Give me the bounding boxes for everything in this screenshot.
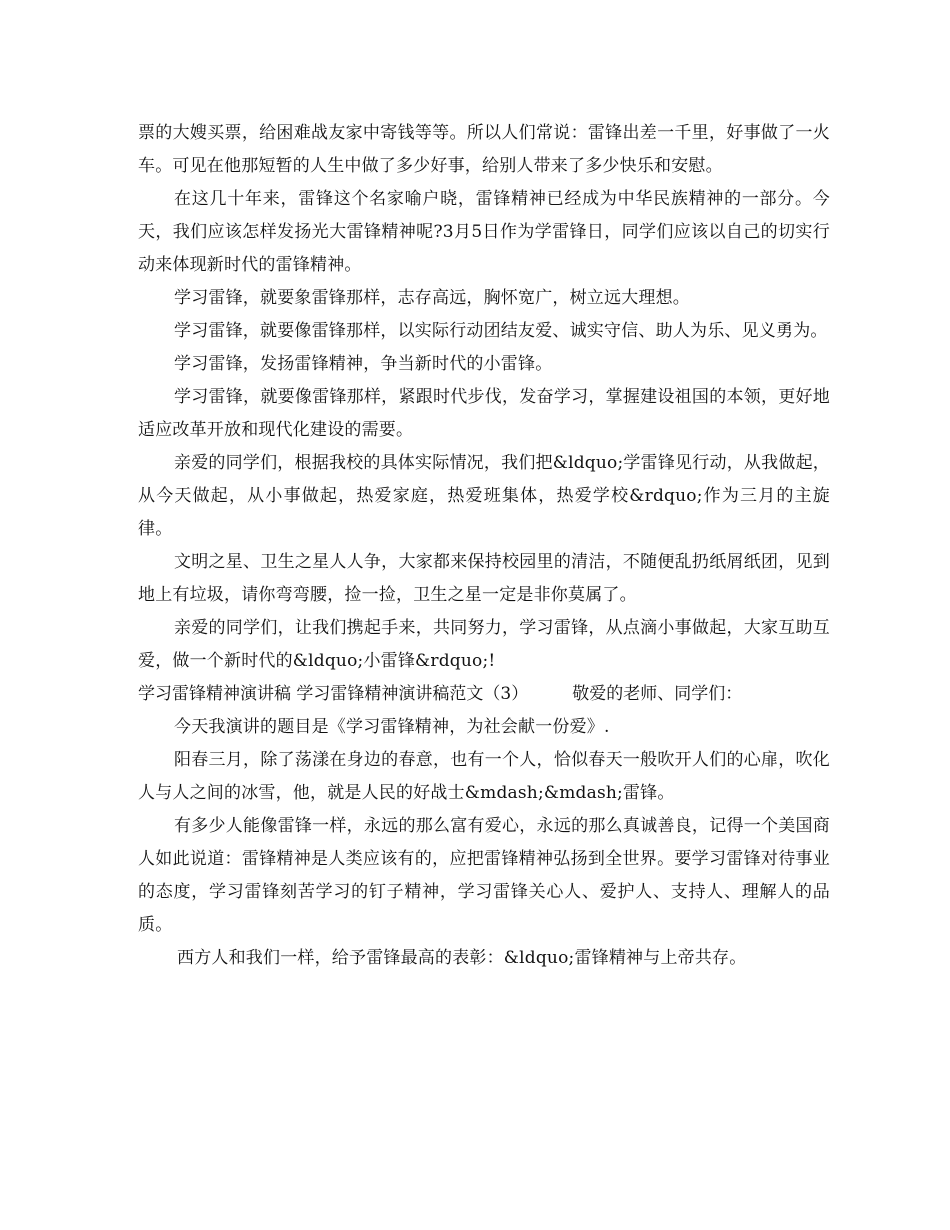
paragraph: 亲爱的同学们，让我们携起手来，共同努力，学习雷锋，从点滴小事做起，大家互助互爱，做一个新时代的&ldquo;小雷锋&rdquo;!: [138, 618, 830, 671]
paragraph: 学习雷锋，就要像雷锋那样，以实际行动团结友爱、诚实守信、助人为乐、见义勇为。: [174, 321, 828, 341]
paragraph: 亲爱的同学们，根据我校的具体实际情况，我们把&ldquo;学雷锋见行动，从我做起，从今天做起，从小事做起，热爱家庭，热爱班集体，热爱学校&rdquo;作为三月的主旋律。: [138, 453, 830, 539]
paragraph-continuation: 票的大嫂买票，给困难战友家中寄钱等等。所以人们常说：雷锋出差一千里，好事做了一火车。可见在他那短暂的人生中做了多少好事，给别人带来了多少快乐和安慰。: [138, 123, 830, 176]
document-body: [138, 117, 830, 975]
paragraph: 在这几十年来，雷锋这个名家喻户晓，雷锋精神已经成为中华民族精神的一部分。今天，我们应该怎样发扬光大雷锋精神呢?3月5日作为学雷锋日，同学们应该以自己的切实行动来体现新时代的雷锋精神。: [138, 189, 830, 275]
salutation: 敬爱的老师、同学们：: [572, 684, 743, 704]
paragraph: 学习雷锋，发扬雷锋精神，争当新时代的小雷锋。: [174, 354, 553, 374]
section-heading: 学习雷锋精神演讲稿 学习雷锋精神演讲稿范文（3）: [138, 684, 529, 704]
paragraph: 有多少人能像雷锋一样，永远的那么富有爱心，永远的那么真诚善良，记得一个美国商人如此说道：雷锋精神是人类应该有的，应把雷锋精神弘扬到全世界。要学习雷锋对待事业的态度，学习雷锋刻苦学习的钉子精神，学习雷锋关心人、爱护人、支持人、理解人的品质。: [138, 816, 830, 935]
paragraph: 文明之星、卫生之星人人争，大家都来保持校园里的清洁，不随便乱扔纸屑纸团，见到地上有垃圾，请你弯弯腰，捡一捡，卫生之星一定是非你莫属了。: [138, 552, 830, 605]
paragraph: 学习雷锋，就要象雷锋那样，志存高远，胸怀宽广，树立远大理想。: [174, 288, 690, 308]
paragraph: 阳春三月，除了荡漾在身边的春意，也有一个人，恰似春天一般吹开人们的心扉，吹化人与人之间的冰雪，他，就是人民的好战士&mdash;&mdash;雷锋。: [138, 750, 830, 803]
paragraph: 西方人和我们一样，给予雷锋最高的表彰：&ldquo;雷锋精神与上帝共存。: [177, 948, 747, 968]
paragraph: 学习雷锋，就要像雷锋那样，紧跟时代步伐，发奋学习，掌握建设祖国的本领，更好地适应改革开放和现代化建设的需要。: [138, 387, 830, 440]
paragraph: 今天我演讲的题目是《学习雷锋精神，为社会献一份爱》.: [174, 717, 610, 737]
section-heading-line: [138, 678, 830, 711]
